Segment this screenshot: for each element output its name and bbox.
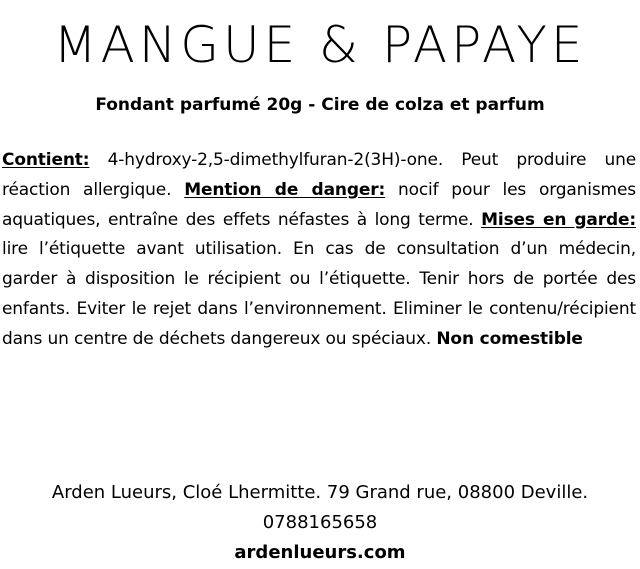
contains-text: 4-hydroxy-2,5-dimethylfuran-2(3H)-one. Peut produire une réaction allergique. xyxy=(2,150,636,200)
contains-label: Contient: xyxy=(2,150,90,170)
non-edible-notice: Non comestible xyxy=(436,328,583,349)
precautions-label: Mises en garde: xyxy=(481,209,636,230)
maker-website: ardenlueurs.com xyxy=(234,542,406,563)
product-title: MANGUE & PAPAYE xyxy=(53,16,587,74)
product-subtitle: Fondant parfumé 20g - Cire de colza et parfum xyxy=(95,95,545,115)
maker-info xyxy=(0,478,640,568)
maker-phone: 0788165658 xyxy=(262,512,378,533)
danger-text: nocif pour les organismes aquatiques, entraîne des effets néfastes à long terme. xyxy=(2,179,636,230)
maker-address: Arden Lueurs, Cloé Lhermitte. 79 Grand rue, 08800 Deville. xyxy=(51,482,589,503)
precautions-text: lire l’étiquette avant utilisation. En cas de consultation d’un médecin, garder à disposition le récipient ou l’étiquette. Tenir hors de portée des enfants. Eviter le rejet dans l’environnement. Eliminer le contenu/récipient dans un centre de déchets dangereux ou spéciaux. xyxy=(2,239,636,349)
safety-paragraph xyxy=(2,146,636,355)
danger-label: Mention de danger: xyxy=(184,179,386,200)
